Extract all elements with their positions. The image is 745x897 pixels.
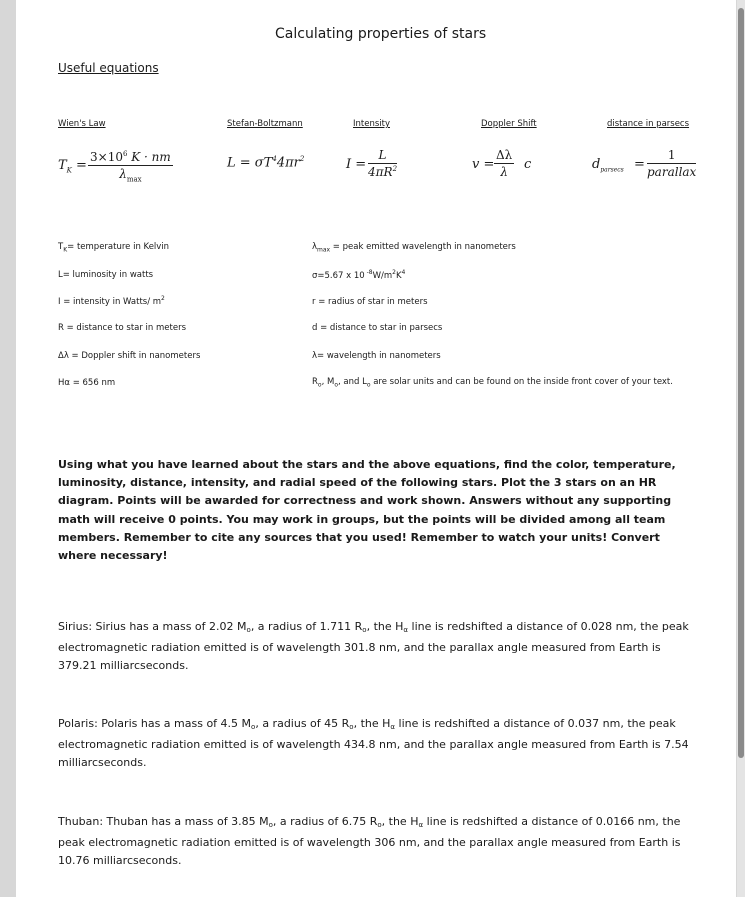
intensity-equation: I = L $4\pi R^2$: [346, 148, 398, 179]
stefan-boltzmann-header: Stefan-Boltzmann: [227, 119, 303, 129]
star-paragraph-thuban: Thuban: Thuban has a mass of 3.85 $M_o$, a radius of 6.75 $R_o$, the $H_\alpha$ line is redshifted a distance of 0.0166 nm, the peak electromagnetic radiation emitted is of wavelength 306 nm, and the parallax angle measured from Earth is 10.76 milliarcseconds.: [58, 815, 681, 867]
def-distance-meters: R = distance to star in meters: [58, 323, 186, 333]
def-radius: r = radius of star in meters: [312, 297, 428, 307]
wien-law-header: Wien's Law: [58, 119, 106, 129]
def-h-alpha: Hα = 656 nm: [58, 378, 116, 388]
scrollbar-thumb[interactable]: [738, 8, 744, 758]
def-intensity: I = intensity in Watts/ $m^2$: [58, 295, 165, 307]
def-doppler-shift: Δλ = Doppler shift in nanometers: [58, 351, 201, 361]
stefan-boltzmann-equation: $L = \sigma T^44\pi r^2$: [227, 155, 305, 171]
def-sigma: σ=5.67 x 10 $^{-8}W/m^2K^4$: [312, 269, 406, 281]
def-temperature: $T_K=$ temperature in Kelvin: [58, 242, 170, 254]
doppler-equation: v = Δλ λ c: [472, 148, 532, 179]
def-solar-units: $R_o$, $M_o$, and $L_o$ are solar units and can be found on the inside front cover of your text.: [312, 377, 673, 389]
def-luminosity: L= luminosity in watts: [58, 270, 154, 280]
doppler-shift-header: Doppler Shift: [481, 119, 537, 129]
def-wavelength: λ= wavelength in nanometers: [312, 351, 441, 361]
distance-parsecs-header: distance in parsecs: [607, 119, 690, 129]
def-distance-parsecs: d = distance to star in parsecs: [312, 323, 443, 333]
page-title: Calculating properties of stars: [275, 26, 487, 42]
document-page: [16, 0, 736, 897]
def-lambda-max: $\lambda_{max}$ = peak emitted wavelength in nanometers: [312, 242, 516, 254]
scrollbar-track[interactable]: [737, 0, 745, 897]
star-paragraph-polaris: Polaris: Polaris has a mass of 4.5 $M_o$, a radius of 45 $R_o$, the $H_\alpha$ line is redshifted a distance of 0.037 nm, the peak electromagnetic radiation emitted is of wavelength 434.8 nm, and the parallax angle measured from Earth is 7.54 milliarcseconds.: [58, 717, 689, 769]
intensity-header: Intensity: [353, 119, 390, 129]
instructions-paragraph: Using what you have learned about the stars and the above equations, find the color, temperature, luminosity, distance, intensity, and radial speed of the following stars. Plot the 3 stars on an HR diagram. Points will be awarded for correctness and work shown. Answers without any supporting math will receive 0 points. You may work in groups, but the points will be divided among all team members. Remember to cite any sources that you used! Remember to watch your units! Convert where necessary!: [58, 458, 676, 563]
star-paragraph-sirius: Sirius: Sirius has a mass of 2.02 $M_o$, a radius of 1.711 $R_o$, the $H_\alpha$ line is redshifted a distance of 0.028 nm, the peak electromagnetic radiation emitted is of wavelength 301.8 nm, and the parallax angle measured from Earth is 379.21 milliarcseconds.: [58, 620, 689, 672]
wien-equation: $T_K$ = $3\times 10^6$ K · nm $\lambda_{max}$: [58, 150, 171, 184]
useful-equations-heading: Useful equations: [58, 61, 159, 75]
distance-equation: $d_{parsecs}$ = 1 parallax: [592, 148, 697, 179]
